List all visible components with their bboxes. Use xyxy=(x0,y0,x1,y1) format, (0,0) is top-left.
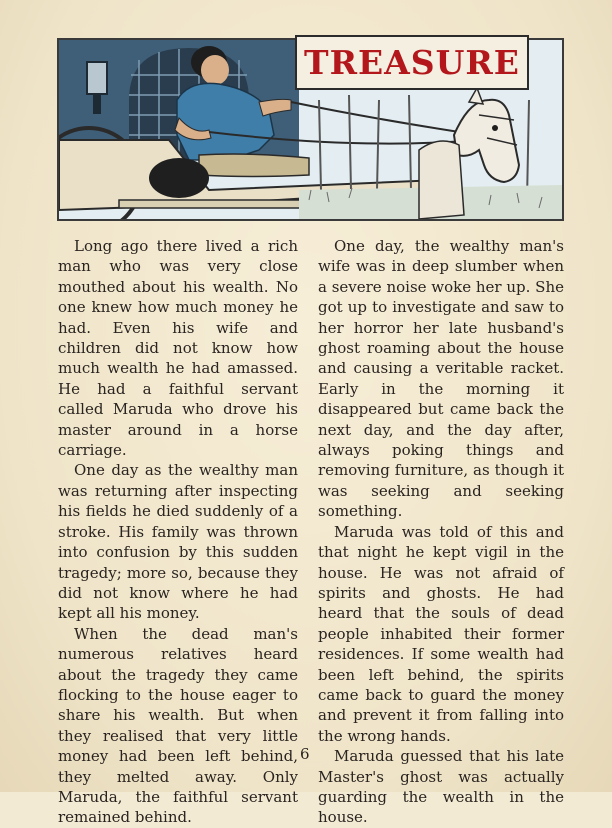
paragraph: Maruda guessed that his late Master's ghost was actually guarding the wealth in the house. xyxy=(318,747,564,827)
paragraph: Maruda was told of this and that night he kept vigil in the house. He was not afraid of spirits and ghosts. He had heard that the souls of dead people inhabited their former residences. If some wealth had been left behind, the spirits came back to guard the money and prevent it from falling into the wrong hands. xyxy=(318,522,564,745)
paragraph: Long ago there lived a rich man who was very close mouthed about his wealth. No one knew how much money he had. Even his wife and children did not know how much wealth he had amassed. He had a faithful servant called Maruda who drove his master around in a horse carriage. xyxy=(58,237,298,460)
paragraph: When the dead man's numerous relatives heard about the tragedy they came flocking to the house eager to share his wealth. But when they realised that very little money had been left behind, they melted away. Only Maruda, the faithful servant remained behind. xyxy=(58,624,298,827)
text-column-right xyxy=(318,236,564,828)
paragraph: One day as the wealthy man was returning after inspecting his fields he died suddenly of a stroke. His family was thrown into confusion by this sudden tragedy; more so, because they did not know where he had kept all his money. xyxy=(58,461,298,623)
text-column-left xyxy=(58,236,298,828)
paragraph: One day, the wealthy man's wife was in deep slumber when a severe noise woke her up. She got up to investigate and saw to her horror her late husband's ghost roaming about the house and causing a veritable racket. Early in the morning it disappeared but came back the next day, and the day after, always poking things and removing furniture, as though it was seeking and seeking something. xyxy=(318,237,564,521)
story-title: TREASURE xyxy=(304,43,520,82)
title-box xyxy=(295,35,529,90)
page-number: 6 xyxy=(300,745,310,763)
